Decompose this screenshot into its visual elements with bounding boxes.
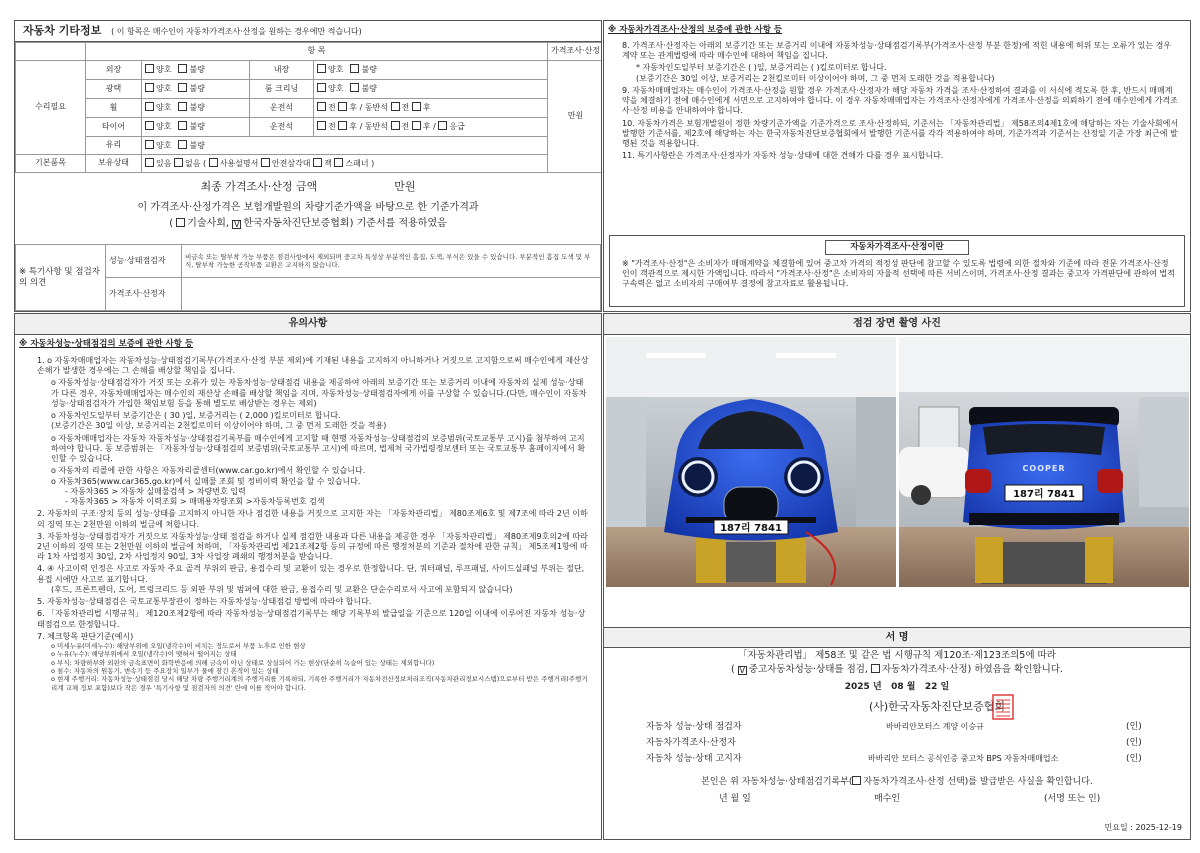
signature-row: 자동차 성능·상태 고지자 바바리안 모터스 공식인증 중고차 BPS 자동차매매업소 (인) [646, 753, 1142, 764]
guarantee-title: ※ 자동차가격조사·산정의 보증에 관한 사항 등 [608, 25, 783, 35]
room-bad-checkbox[interactable] [350, 83, 359, 92]
wheel-pass-front-checkbox[interactable] [391, 102, 400, 111]
sig-inspect-checkbox[interactable]: V [739, 666, 745, 676]
price-explain-title: 자동차가격조사·산정이란 [825, 240, 969, 255]
glass-good-checkbox[interactable] [145, 140, 154, 149]
glass-bad-checkbox[interactable] [178, 140, 187, 149]
row-wheel-label: 휠 [86, 99, 142, 118]
note-item-1i: - 자동차365 > 자동차 이력조회 > 매매용차량조회 >자동차등록번호 검색 [65, 497, 325, 507]
note-item-1d: (보증기간은 30일 이상, 보증거리는 2천킬로미터 이상이어야 하며, 그 중 먼저 도래한 것을 적용) [51, 421, 387, 431]
guarantee-item-8a: * 자동차인도일부터 보증기간은 ( )일, 보증거리는 ( )킬로미터로 합니다. [636, 63, 887, 73]
spanner-checkbox[interactable] [334, 158, 343, 167]
tire-good-checkbox[interactable] [145, 121, 154, 130]
price-unit: 만원 [548, 61, 603, 173]
note-item-1c: o 자동차인도일부터 보증기간은 ( 30 )일, 보증거리는 ( 2,000 )킬로미터로 합니다. [51, 411, 341, 421]
vehicle-other-info-section [14, 20, 602, 312]
buyer-confirm-line: 본인은 위 자동차성능·상태점검기록부( 자동차가격조사·산정 선택)를 발급받은 사실을 확인합니다. [701, 776, 1093, 787]
interior-options: 양호 불량 [314, 61, 548, 80]
note-item-1f: o 자동차의 리콜에 관한 사항은 자동차리콜센터(www.car.go.kr)에서 확인할 수 있습니다. [51, 466, 366, 476]
note-item-1e: o 자동차매매업자는 자동차 자동차성능·상태점검기록부를 매수인에게 고지할 때 현행 자동차성능·상태점검의 보증범위(국토교통부 고시)를 첨부하여 고지하여야 합니다. 동 보증범위는 「자동차성능·상태점검의 보증범위(국토교통부 고시)에 따르며, 법제처 국가법령정보센터 또는 국토교통부 홈페이지에서 확인할 수 있습니다. [51, 433, 586, 464]
interior-bad-checkbox[interactable] [350, 64, 359, 73]
row-glass-label: 유리 [86, 137, 142, 155]
wheel-driver-front-checkbox[interactable] [317, 102, 326, 111]
section-note: ( 이 항목은 매수인이 자동차가격조사·산정을 원하는 경우에만 적습니다) [111, 27, 362, 36]
signature-row: 자동차 성능·상태 점검자 바바리안모터스 계양 이승규 (인) [646, 721, 1142, 732]
row-tire-label: 타이어 [86, 118, 142, 137]
org-seal-icon [992, 694, 1014, 720]
basic-none-checkbox[interactable] [174, 158, 183, 167]
precautions-list [37, 356, 591, 692]
col-item: 항 목 [86, 43, 548, 61]
note-item-2: 2. 자동차의 구조·장치 등의 성능·상태를 고지하지 아니한 자나 점검한 내용을 거짓으로 고지한 자는 「자동차관리법」 제80조제6호 및 제7조에 따라 2년 이하의 징역 또는 2천만원 이하의 벌금에 처합니다. [37, 509, 588, 529]
guarantee-item-11: 11. 특기사항란은 가격조사·산정자가 자동차 성능·상태에 대한 견해가 다를 경우 표시합니다. [622, 151, 944, 161]
note-item-7c: o 부식: 차량하부와 외판의 금속표면이 화학반응에 의해 금속이 아닌 상태로 상실되어 가는 현상(단순히 녹슬어 있는 상태는 제외합니다) [51, 658, 435, 667]
price-assessor-opinion [182, 278, 601, 311]
wheel-bad-checkbox[interactable] [178, 102, 187, 111]
note-item-7d: o 침수: 자동차의 원동기, 변속기 등 주요장치 일부가 물에 잠긴 흔적이 있는 상태 [51, 667, 279, 676]
basis-kadia-checkbox[interactable]: V [234, 219, 240, 229]
photos-band: 점검 장면 촬영 사진 [604, 314, 1190, 335]
rear-plate-text: 187리 7841 [1013, 489, 1075, 500]
vehicle-other-title-bar [15, 21, 601, 42]
issued-date: 민요일 : 2025-12-19 [1104, 823, 1182, 832]
price-guarantee-section [603, 20, 1191, 312]
wheel-driver-label: 운전석 [250, 99, 314, 118]
guarantee-item-9: 9. 자동차매매업자는 매수인이 가격조사·산정을 원할 경우 가격조사·산정자가 해당 자동차 가격을 조사·산정하여 결과를 이 서식에 적도록 한 후, 반드시 매매계약을 체결하기 전에 매수인에게 서면으로 고지하여야 합니다. 이 경우 자동차매매업자는 가격조사·산정자에게 가격조사·산정을 의뢰하기 전에 매수인에게 가격조사·산정 비용을 안내하여야 합니다. [622, 85, 1178, 116]
wheel-good-checkbox[interactable] [145, 102, 154, 111]
gloss-good-checkbox[interactable] [145, 83, 154, 92]
front-inspection-photo [606, 337, 896, 587]
inspector-opinion-label: 성능·상태점검자 [106, 245, 182, 278]
buyer-price-checkbox[interactable] [852, 776, 861, 785]
note-item-7: 7. 체크항목 판단기준(예시) [37, 631, 134, 641]
guarantee-item-8: 8. 가격조사·산정자는 아래의 보증기간 또는 보증거리 이내에 자동차성능·상태점검기록부(가격조사·산정 부분 한정)에 적힌 내용에 허위 또는 오류가 있는 경우 계약 또는 관계법령에 따라 매수인에 대하여 책임을 집니다. [622, 41, 1172, 61]
vehicle-other-table: 항 목 가격조사·산정 수리필요 외장 양호 불량 내장 양호 불량 만원 광택 양호 불량 룸 크리닝 양호 불량 휠 양호 불량 운전석 전 후 / 동반석 전 후 타이어 양호 불량 운전석 전 후 / 동반석 전 후 / 응급 유리 양호 불량 기본품목 보유상태 있음 없음 ( 사용설명서 안전삼각대 잭 스패너 ) [15, 42, 602, 173]
note-item-5: 5. 자동차성능·상태점검은 국토교통부장관이 정하는 자동차성능·상태점검 방법에 따라야 합니다. [37, 597, 372, 607]
note-item-7b: o 누유(누수): 해당부위에서 오일(냉각수)이 맺혀서 떨어지는 상태 [51, 650, 237, 659]
guarantee-list [622, 41, 1180, 164]
price-explain-box [609, 235, 1185, 307]
exterior-good-checkbox[interactable] [145, 64, 154, 73]
signature-law-line: 「자동차관리법」 제58조 및 같은 법 시행규칙 제120조·제123조의5에 따라 [738, 650, 1056, 661]
rear-inspection-photo [899, 337, 1189, 587]
note-item-4: 4. ④ 사고이력 인정은 사고로 자동차 주요 골격 부위의 판금, 용접수리 및 교환이 있는 경우로 한정합니다. 단, 쿼터패널, 루프패널, 사이드실패널 부위는 절단, 용접 시에만 사고로 표기합니다. [37, 564, 585, 584]
group-basic: 기본품목 [16, 155, 86, 173]
precautions-title: ※ 자동차성능·상태점검의 보증에 관한 사항 등 [19, 339, 194, 349]
gloss-bad-checkbox[interactable] [178, 83, 187, 92]
row-basic-status-label: 보유상태 [86, 155, 142, 173]
basic-has-checkbox[interactable] [145, 158, 154, 167]
special-notes-table [15, 244, 601, 311]
precautions-band: 유의사항 [15, 314, 601, 335]
triangle-checkbox[interactable] [261, 158, 270, 167]
note-item-1b: o 자동차성능·상태점검자가 거짓 또는 오류가 있는 자동차성능·상태점검 내용을 제공하여 아래의 보증기간 또는 보증거리 이내에 자동차의 실제 성능·상태가 다른 경우, 자동차매매업자는 매수인의 재산상 손해를 배상할 책임을 지며, 자동차성능·상태점검자에게 이를 구상할 수 있습니다.(다만, 매수인이 자동차성능·상태점검자가 가입한 책임보험 등을 통해 별도로 배상받는 경우는 제외) [51, 378, 587, 408]
note-item-1g: o 자동차365(www.car365.go.kr)에서 실매물 조회 및 정비이력 확인을 할 수 있습니다. [51, 476, 361, 486]
rear-badge-text: COOPER [1022, 464, 1066, 473]
front-plate-text: 187리 7841 [720, 523, 782, 534]
room-good-checkbox[interactable] [317, 83, 326, 92]
row-interior-label: 내장 [250, 61, 314, 80]
wheel-driver-rear-checkbox[interactable] [338, 102, 347, 111]
section-title: 자동차 기타정보 [23, 24, 102, 37]
jack-checkbox[interactable] [313, 158, 322, 167]
tire-driver-front-checkbox[interactable] [317, 121, 326, 130]
interior-good-checkbox[interactable] [317, 64, 326, 73]
tire-driver-rear-checkbox[interactable] [338, 121, 347, 130]
final-basis-line1: 이 가격조사·산정가격은 보험개발원의 차량기준가액을 바탕으로 한 기준가격과 [137, 202, 479, 214]
note-item-3: 3. 자동차성능·상태점검자가 거짓으로 자동차성능·상태 점검을 하거나 실제 점검한 내용과 다른 내용을 제공한 경우 「자동차관리법」 제80조제9호의2에 따라 2년 이하의 징역 또는 2천만원 이하의 벌금에 처하며, 「자동차관리법 제21조제2항 등의 규정에 따른 행정처분의 기준과 절차에 관한 규칙」 제5조제1항에 따라 1차 사업정지 30일, 2차 사업정지 90일, 3차 사업장 폐쇄의 행정처분을 받습니다. [37, 531, 588, 562]
price-explain-text: ※ "가격조사·산정"은 소비자가 매매계약을 체결함에 있어 중고차 가격의 적정성 판단에 참고할 수 있도록 법령에 의한 절차와 기준에 따라 전문 가격조사·산정인이 객관적으로 제시한 가액입니다. 따라서 "가격조사·산정"은 소비자의 자율적 선택에 따른 서비스이며, 가격조사·산정 결과는 중고자 가격판단에 관하여 법적 구속력은 없고 소비자의 구매여부 결정에 참고자료로 활용됩니다. [622, 258, 1175, 289]
buyer-sign-line: 년 월 일 매수인 (서명 또는 인) [719, 794, 1101, 805]
price-assessor-label: 가격조사·산정자 [106, 278, 182, 311]
special-notes-label: ※ 특기사항 및 점검자의 의견 [16, 245, 106, 311]
row-exterior-label: 외장 [86, 61, 142, 80]
row-room-label: 룸 크리닝 [250, 80, 314, 99]
manual-checkbox[interactable] [209, 158, 218, 167]
exterior-options: 양호 불량 [142, 61, 250, 80]
tire-pass-rear-checkbox[interactable] [412, 121, 421, 130]
note-item-6: 6. 「자동차관리법 시행규칙」 제120조제2항에 따라 자동차성능·상태점검기록부는 해당 기록부의 발급일을 기준으로 120일 이내에 이루어진 자동차 성능·상태점검으로 한정합니다. [37, 609, 586, 629]
guarantee-item-10: 10. 자동차가격은 보험개발원이 정한 차량기준가액을 기준가격으로 조사·산정하되, 기준서는 「자동차관리법」 제58조의4제1호에 해당하는 자는 기술사회에서 발행한 기준서를, 제2호에 해당하는 자는 한국자동차진단보증협회에서 발행한 기준서를 각각 적용하여야 하며, 기준가격과 기준서는 산정일 기준 가장 최근에 발행된 것을 적용합니다. [622, 118, 1179, 149]
wheel-pass-rear-checkbox[interactable] [412, 102, 421, 111]
final-price-label: 최종 가격조사·산정 금액 [200, 180, 318, 193]
tire-driver-label: 운전석 [250, 118, 314, 137]
note-item-1: 1. o 자동차매매업자는 자동차성능·상태점검기록부(가격조사·산정 부분 제외)에 기재된 내용을 고지하지 아니하거나 거짓으로 고지함으로써 매수인에게 재산상 손해가 발생한 경우에는 그 손해를 배상할 책임을 집니다. [37, 356, 589, 376]
signature-date: 2025 년 08 월 22 일 [844, 682, 950, 693]
signature-row: 자동차가격조사·산정자 (인) [646, 737, 1142, 748]
final-price-unit: 만원 [394, 180, 416, 193]
signature-band: 서 명 [604, 627, 1190, 648]
tire-bad-checkbox[interactable] [178, 121, 187, 130]
note-item-1h: - 자동차365 > 자동차 실매물검색 > 차량번호 입력 [65, 486, 246, 496]
precautions-section [14, 313, 602, 840]
signature-rows [604, 722, 1190, 772]
exterior-bad-checkbox[interactable] [178, 64, 187, 73]
group-repair: 수리필요 [16, 61, 86, 155]
inspector-opinion-text: 비금속 또는 탈부착 가능 부품은 점검사항에서 제외되며 중고차 특성상 부분적인 흠집, 도색, 부식은 있을 수 있습니다. 부분적인 흠집 도색 및 부식, 탈부착 가능한 공작부품 교환은 고지하지 않습니다. [182, 245, 601, 278]
note-item-7e: o 현재 주행거리: 자동차성능·상태점검 당시 해당 차량 주행거리계의 주행거리를 기록하되, 기록한 주행거리가 자동차전산정보처리조직(자동차관리정보시스템)으로부터 받은 주행거리(주행거리계 교체 정보 포함)보다 작은 경우 '특기사항 및 점검자의 의견' 란에 이를 적어야 합니다. [51, 675, 588, 692]
signature-block: 「자동차관리법」 제58조 및 같은 법 시행규칙 제120조·제123조의5에 따라 ( V 중고자동차성능·상태를 점검, 자동차가격조사·산정) 하였음을 확인합니다. 2025 년 08 월 22 일 (사)한국자동차진단보증협회 자동차 성능·상태 점검자 바바리안모터스 계양 이승규 (인) 자동차가격조사·산정자 (인) 자동차 성능·상태 고지자 바바리안 모터스 공식인증 중고차 BPS 자동차매매업소 (인) 본인은 위 자동차성능·상태점검기록부( 자동차가격조사·산정 선택)를 발급받은 사실을 확인합니다. 년 월 일 매수인 (서명 또는 인) 민요일 : 2025-12-19 [604, 650, 1190, 806]
row-gloss-label: 광택 [86, 80, 142, 99]
col-price: 가격조사·산정 [548, 43, 603, 61]
note-item-7a: o 미세누유(미세누수): 해당부위에 오일(냉각수)이 비치는 정도로서 부품 노후로 인한 현상 [51, 642, 306, 651]
guarantee-item-8b: (보증기간은 30일 이상, 보증거리는 2천킬로미터 이상이어야 하며, 그 중 먼저 도래한 것을 적용합니다) [636, 73, 995, 83]
signature-org: (사)한국자동차진단보증협회 [868, 699, 1006, 713]
tire-emergency-checkbox[interactable] [438, 121, 447, 130]
note-item-4b: (후드, 프론트펜더, 도어, 트렁크리드 등 외판 부위 및 범퍼에 대한 판금, 용접수리 및 교환은 단순수리로서 사고에 포함되지 않습니다) [51, 584, 513, 594]
photo-signature-section [603, 313, 1191, 840]
basis-tech-checkbox[interactable] [176, 218, 185, 227]
tire-pass-front-checkbox[interactable] [391, 121, 400, 130]
sig-price-checkbox[interactable] [871, 664, 880, 673]
final-price-block: 최종 가격조사·산정 금액 만원 이 가격조사·산정가격은 보험개발원의 차량기준가액을 바탕으로 한 기준가격과 ( 기술사회, V 한국자동차진단보증협회) 기준서를 적용하였음 [15, 173, 601, 231]
